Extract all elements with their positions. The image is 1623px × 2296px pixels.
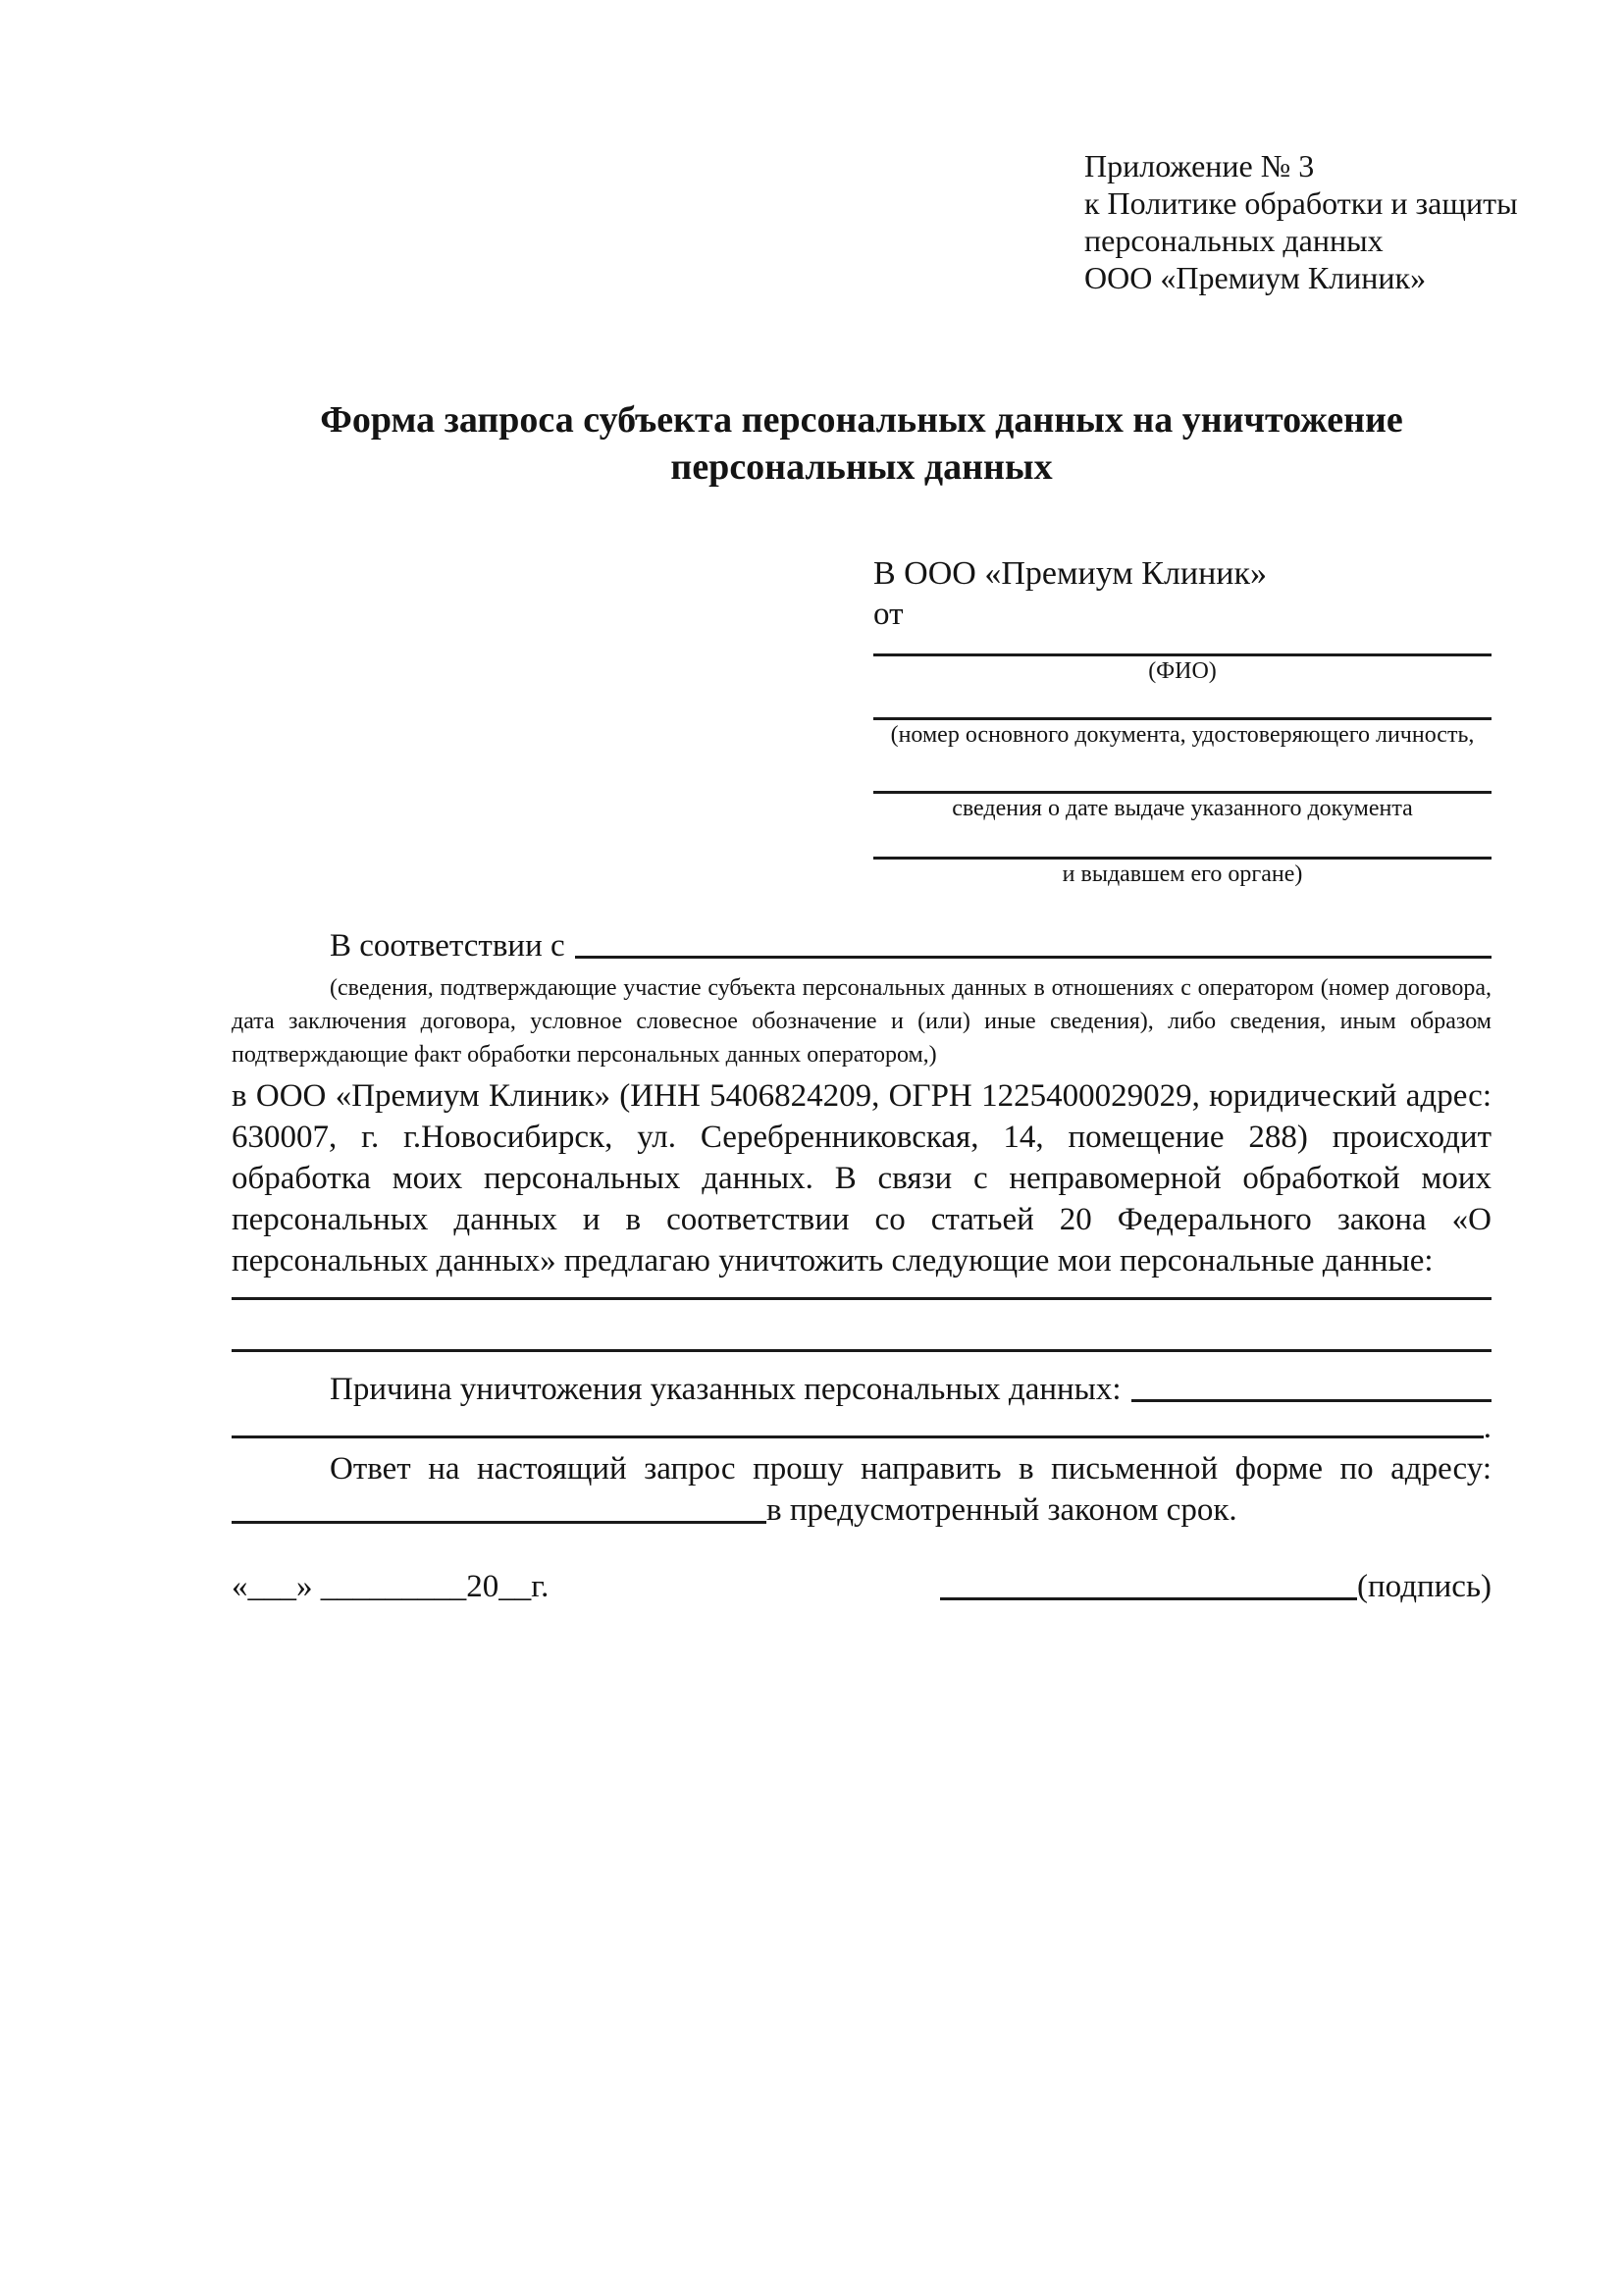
- passport-caption-2: сведения о дате выдаче указанного документа: [952, 796, 1413, 821]
- passport-authority-blank-line: [873, 821, 1492, 860]
- fio-blank-line: [873, 634, 1492, 656]
- reason-blank-line: [1131, 1399, 1492, 1402]
- address-blank-line: [232, 1521, 766, 1524]
- response-address-row: [232, 1489, 1492, 1531]
- appendix-line-2: к Политике обработки и защиты: [1084, 185, 1518, 221]
- signature-blank-line: [940, 1597, 1357, 1600]
- fio-caption: (ФИО): [1148, 658, 1217, 684]
- footer-row: [232, 1566, 1492, 1607]
- addressee-block: [873, 553, 1492, 887]
- page-title-line-1: Форма запроса субъекта персональных данных на уничтожение: [320, 399, 1403, 441]
- reason-label: Причина уничтожения указанных персональных данных:: [330, 1372, 1122, 1407]
- signature-block: [940, 1566, 1492, 1607]
- appendix-line-3: персональных данных: [1084, 223, 1384, 258]
- page-title: [232, 396, 1492, 491]
- addressee-organization: В ООО «Премиум Клиник»: [873, 555, 1268, 592]
- accordance-note: (сведения, подтверждающие участие субъекта персональных данных в отношениях с оператором (номер договора, дата заключения договора, условное словесное обозначение и (или) иные сведения), либо сведения, иным образом подтверждающие факт обработки персональных данных оператором,): [232, 975, 1492, 1068]
- date-field: «___» _________20__г.: [232, 1569, 550, 1604]
- passport-caption-3: и выдавшем его органе): [1062, 861, 1303, 887]
- response-term-label: в предусмотренный законом срок.: [766, 1492, 1237, 1528]
- addressee-from-label: от: [873, 597, 904, 632]
- personal-data-blank-line-2: [232, 1300, 1492, 1352]
- main-paragraph: в ООО «Премиум Клиник» (ИНН 5406824209, ОГРН 1225400029029, юридический адрес: 630007, г. г.Новосибирск, ул. Серебренниковская, 14, помещение 288) происходит обработка моих персональных данных. В связи с неправомерной обработкой моих персональных данных и в соответствии со статьей 20 Федерального закона «О персональных данных» предлагаю уничтожить следующие мои персональные данные:: [232, 1078, 1492, 1278]
- passport-number-blank-line: [873, 684, 1492, 720]
- accordance-blank-line: [575, 956, 1492, 959]
- accordance-row: [232, 926, 1492, 965]
- signature-caption: (подпись): [1357, 1569, 1492, 1604]
- passport-caption-1: (номер основного документа, удостоверяющего личность,: [890, 722, 1475, 748]
- reason-continuation-row: [232, 1411, 1492, 1444]
- appendix-line-1: Приложение № 3: [1084, 148, 1315, 183]
- appendix-line-4: ООО «Премиум Клиник»: [1084, 260, 1427, 295]
- reason-row: [232, 1370, 1492, 1409]
- line-terminator: .: [1483, 1410, 1492, 1445]
- reason-blank-line-2: [232, 1435, 1484, 1438]
- appendix-block: [1084, 147, 1518, 296]
- page-title-line-2: персональных данных: [670, 446, 1053, 488]
- accordance-label: В соответствии с: [330, 928, 565, 964]
- response-request-line: Ответ на настоящий запрос прошу направить в письменной форме по адресу:: [330, 1451, 1492, 1487]
- passport-issue-date-blank-line: [873, 748, 1492, 794]
- personal-data-blank-line-1: [232, 1281, 1492, 1300]
